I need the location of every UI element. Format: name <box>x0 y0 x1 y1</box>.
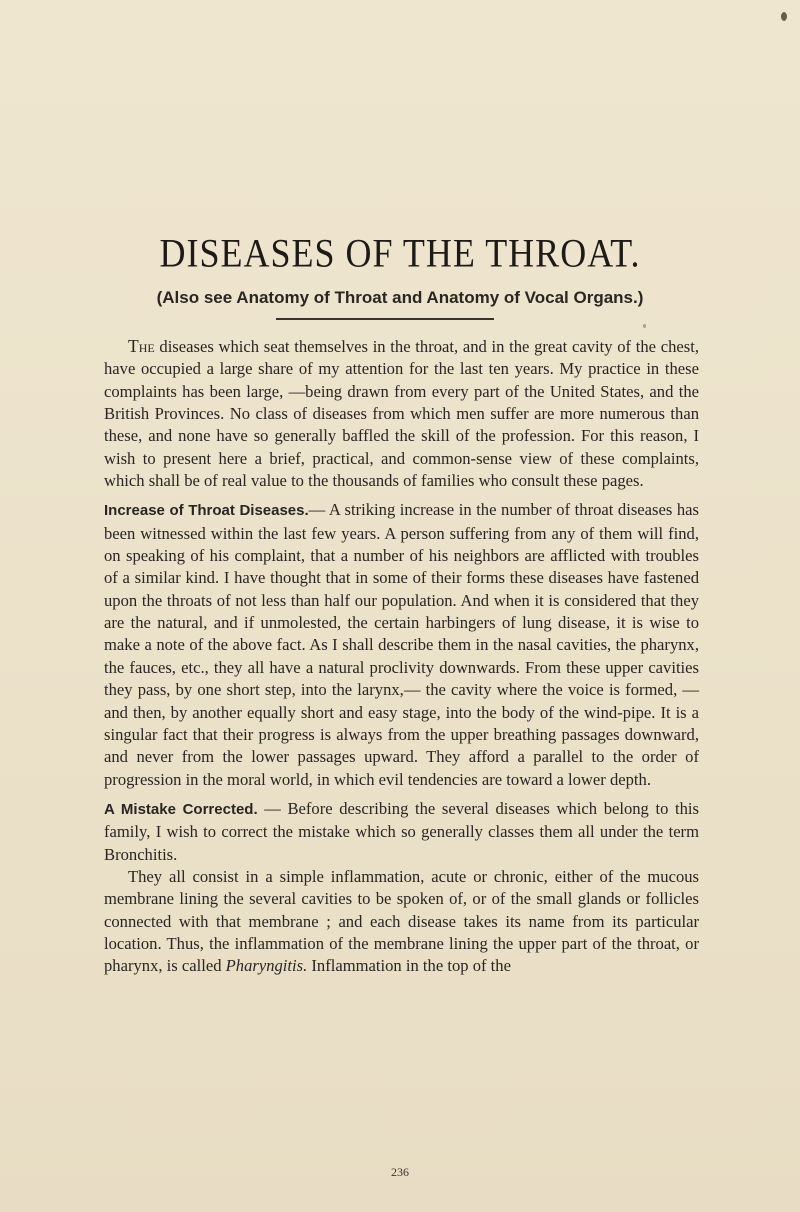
page-subtitle: (Also see Anatomy of Throat and Anatomy of Vocal Organs.) <box>156 288 644 307</box>
italic-term: Pharyngitis. <box>225 956 308 976</box>
page-number: 236 <box>391 1165 409 1179</box>
page-title: DISEASES OF THE THROAT. <box>159 230 641 276</box>
section-heading: A Mistake Corrected. <box>104 800 258 818</box>
paragraph-text: They all consist in a simple inflammation, acute or chronic, either of the mucous membrane lining the several cavities to be spoken of, or of the small glands or follicles connected with that membrane ; and each disease takes its name from its particular location. Thus, the inflammation of the membrane lining the upper part of the throat, or pharynx, is called <box>104 866 699 976</box>
paragraph-inflammation <box>104 866 699 978</box>
section-heading: Increase of Throat Diseases. <box>104 502 309 520</box>
paragraph-text: diseases which seat themselves in the throat, and in the great cavity of the chest, have occupied a large share of my attention for the last ten years. My practice in these complaints has been large, —being drawn from every part of the United States, and the British Provinces. No class of diseases from which men suffer are more numerous than these, and none have so generally baffled the skill of the profession. For this reason, I wish to present here a brief, practical, and common-sense view of these complaints, which shall be of real value to the thousands of families who consult these pages. <box>104 337 699 491</box>
opening-word: The <box>128 336 155 356</box>
paper-speck <box>643 324 646 328</box>
paragraph-text: — Before describing the several diseases which belong to this family, I wish to correct the mistake which so generally classes them all under the term Bronchitis. <box>104 798 699 864</box>
paragraph-intro <box>104 335 699 492</box>
body-text <box>104 335 699 978</box>
paragraph-text: Inflammation in the top of the <box>307 956 511 976</box>
paragraph-mistake <box>104 798 699 866</box>
paragraph-increase <box>104 499 699 790</box>
paragraph-text: — A striking increase in the number of throat diseases has been witnessed within the last few years. A person suffering from any of them will find, on speaking of his complaint, that a number of his neighbors are afflicted with troubles of a similar kind. I have thought that in some of their forms these diseases have fastened upon the throats of not less than half our population. And when it is considered that they are the natural, and if unmolested, the certain harbingers of lung disease, it is wise to make a note of the above fact. As I shall describe them in the nasal cavities, the pharynx, the fauces, etc., they all have a natural proclivity downwards. From these upper cavities they pass, by one short step, into the larynx,— the cavity where the voice is formed, —and then, by another equally short and easy stage, into the body of the wind-pipe. It is a singular fact that their progress is always from the upper breathing passages downward, and never from the lower passages upward. They afford a parallel to the order of progression in the moral world, in which evil tendencies are toward a lower depth. <box>104 500 699 789</box>
title-rule <box>276 318 494 320</box>
paper-speck <box>781 12 787 21</box>
